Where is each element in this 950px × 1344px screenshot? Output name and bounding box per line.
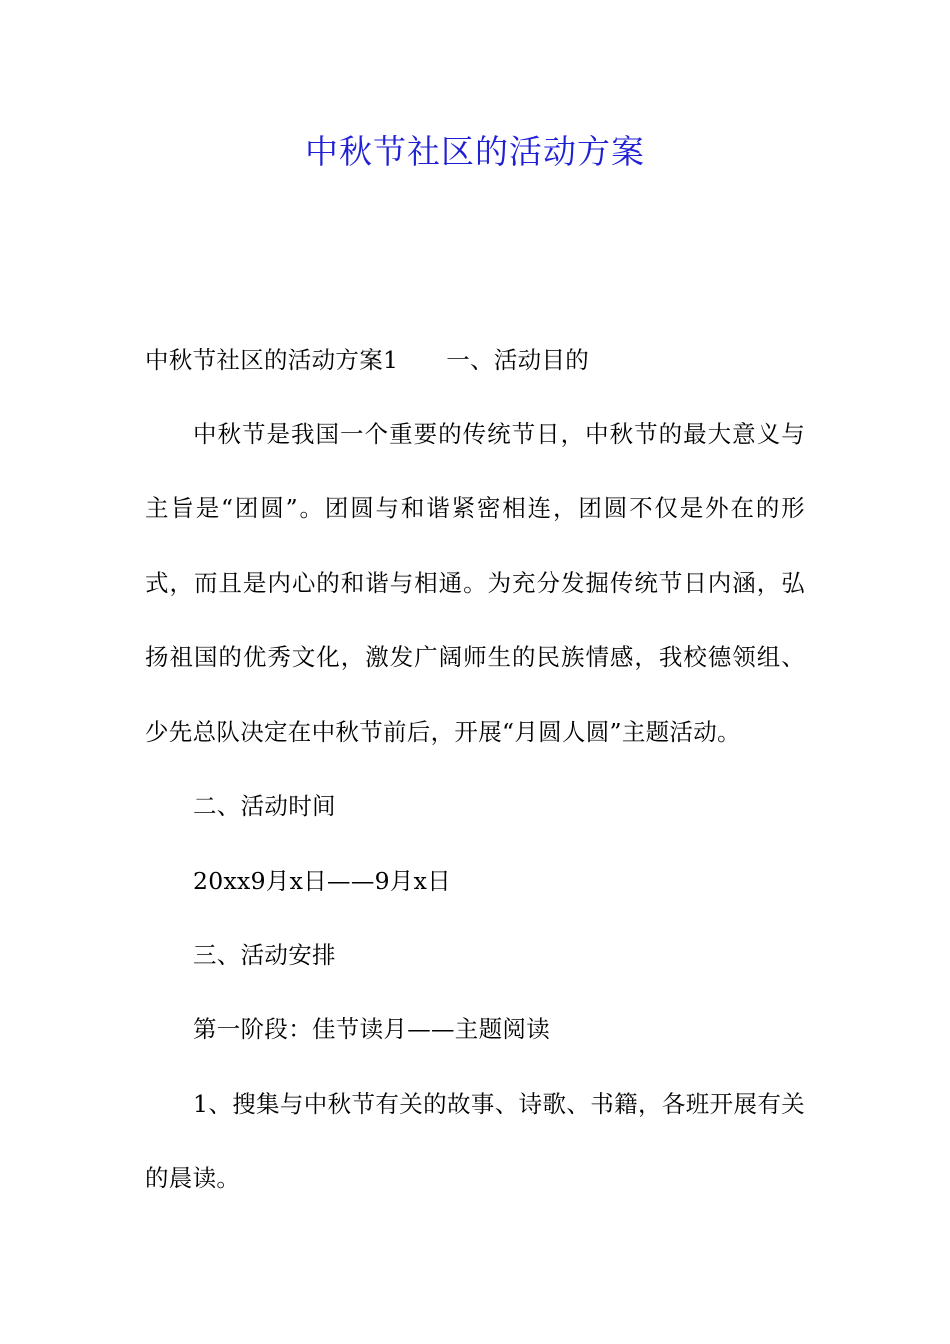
section-heading-purpose: 一、活动目的 bbox=[446, 346, 590, 374]
stage-heading: 第一阶段：佳节读月——主题阅读 bbox=[193, 1015, 550, 1043]
list-item-line: 的晨读。 bbox=[145, 1164, 241, 1192]
plan-heading: 中秋节社区的活动方案1 bbox=[145, 346, 399, 374]
paragraph-line: 中秋节是我国一个重要的传统节日，中秋节的最大意义与 bbox=[193, 420, 805, 448]
plan-heading-line bbox=[145, 344, 815, 376]
paragraph-line: 主旨是“团圆”。团圆与和谐紧密相连，团圆不仅是外在的形 bbox=[145, 494, 805, 522]
section-heading-arrangement: 三、活动安排 bbox=[193, 941, 336, 969]
paragraph-line: 少先总队决定在中秋节前后，开展“月圆人圆”主题活动。 bbox=[145, 718, 741, 746]
page-title: 中秋节社区的活动方案 bbox=[305, 132, 645, 171]
paragraph-line: 式，而且是内心的和谐与相通。为充分发掘传统节日内涵，弘 bbox=[145, 569, 805, 597]
time-range: 20xx9月x日——9月x日 bbox=[193, 867, 452, 895]
list-item-line: 1、搜集与中秋节有关的故事、诗歌、书籍，各班开展有关 bbox=[193, 1090, 805, 1118]
paragraph-line: 扬祖国的优秀文化，激发广阔师生的民族情感，我校德领组、 bbox=[145, 643, 805, 671]
section-heading-time: 二、活动时间 bbox=[193, 792, 336, 820]
